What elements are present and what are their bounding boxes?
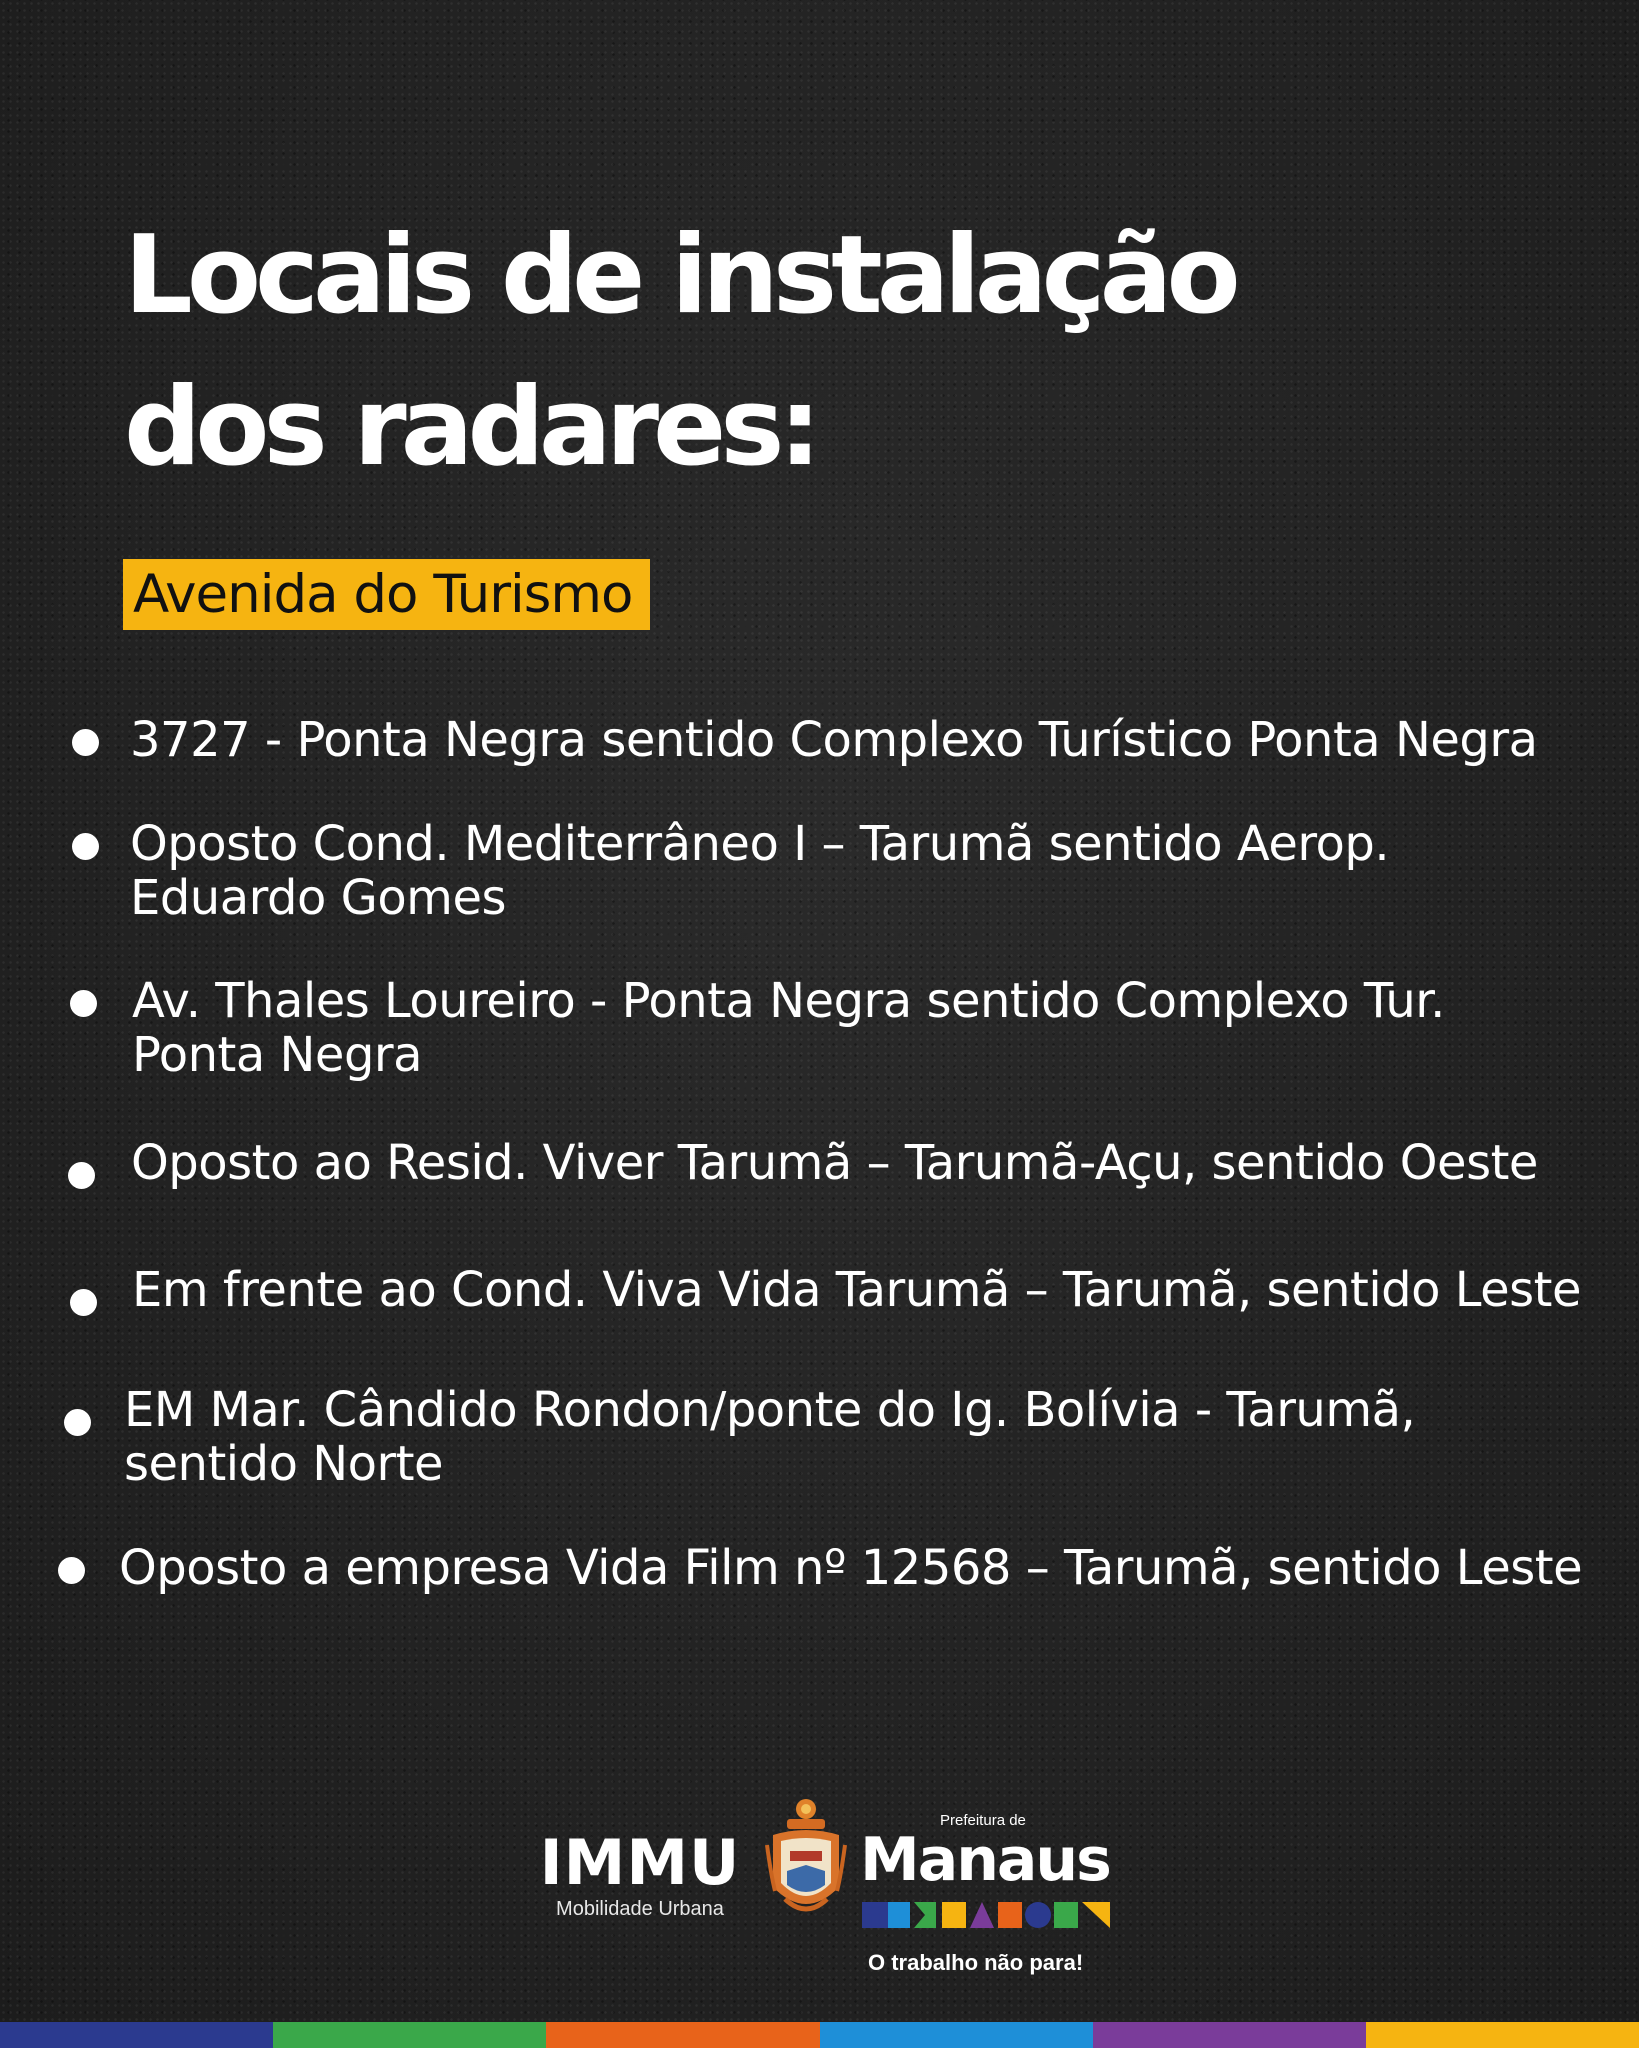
- manaus-slogan: O trabalho não para!: [868, 1950, 1084, 1975]
- strip-segment: [546, 2022, 819, 2048]
- title-line-1: Locais de instalação: [124, 213, 1235, 338]
- strip-segment: [1366, 2022, 1639, 2048]
- immu-logo-name: IMMU: [539, 1826, 741, 1899]
- list-item: [0, 974, 1639, 1094]
- list-item-text: Oposto a empresa Vida Film nº 12568 – Tarumã, sentido Leste: [119, 1540, 1583, 1596]
- footer-color-strip: [0, 2022, 1639, 2048]
- list-item: [0, 817, 1639, 937]
- title-line-2: dos radares:: [124, 365, 816, 490]
- strip-segment: [1093, 2022, 1366, 2048]
- strip-segment: [273, 2022, 546, 2048]
- page-title: [124, 200, 1235, 504]
- list-item: [0, 1263, 1639, 1383]
- manaus-logo-prefix: Prefeitura de: [940, 1812, 1026, 1829]
- bullet-icon: [72, 729, 99, 756]
- section-tag: Avenida do Turismo: [123, 559, 650, 630]
- list-item: [0, 1136, 1639, 1256]
- list-item: [0, 705, 1639, 825]
- footer-logos: [520, 1790, 1140, 1975]
- strip-segment: [820, 2022, 1093, 2048]
- list-item-text: Oposto Cond. Mediterrâneo I – Tarumã sentido Aerop. Eduardo Gomes: [130, 816, 1390, 926]
- list-item-text: Oposto ao Resid. Viver Tarumã – Tarumã-Açu, sentido Oeste: [131, 1135, 1538, 1191]
- bullet-icon: [68, 1162, 95, 1189]
- list-item: [0, 1383, 1639, 1503]
- manaus-color-blocks-icon: [862, 1898, 1112, 1932]
- bullet-icon: [70, 990, 97, 1017]
- bullet-icon: [58, 1557, 85, 1584]
- manaus-logo-name: Manaus: [860, 1825, 1110, 1895]
- list-item-text: Em frente ao Cond. Viva Vida Tarumã – Tarumã, sentido Leste: [132, 1262, 1582, 1318]
- list-item: [0, 1541, 1639, 1661]
- bullet-icon: [64, 1409, 91, 1436]
- manaus-coat-of-arms-icon: [765, 1795, 847, 1923]
- bullet-icon: [70, 1289, 97, 1316]
- immu-logo-subtitle: Mobilidade Urbana: [556, 1898, 724, 1920]
- list-item-text: 3727 - Ponta Negra sentido Complexo Turístico Ponta Negra: [130, 712, 1538, 768]
- strip-segment: [0, 2022, 273, 2048]
- list-item-text: Av. Thales Loureiro - Ponta Negra sentido Complexo Tur. Ponta Negra: [132, 973, 1445, 1083]
- bullet-icon: [72, 833, 99, 860]
- list-item-text: EM Mar. Cândido Rondon/ponte do Ig. Bolívia - Tarumã, sentido Norte: [124, 1382, 1416, 1492]
- immu-logo: [530, 1826, 750, 1922]
